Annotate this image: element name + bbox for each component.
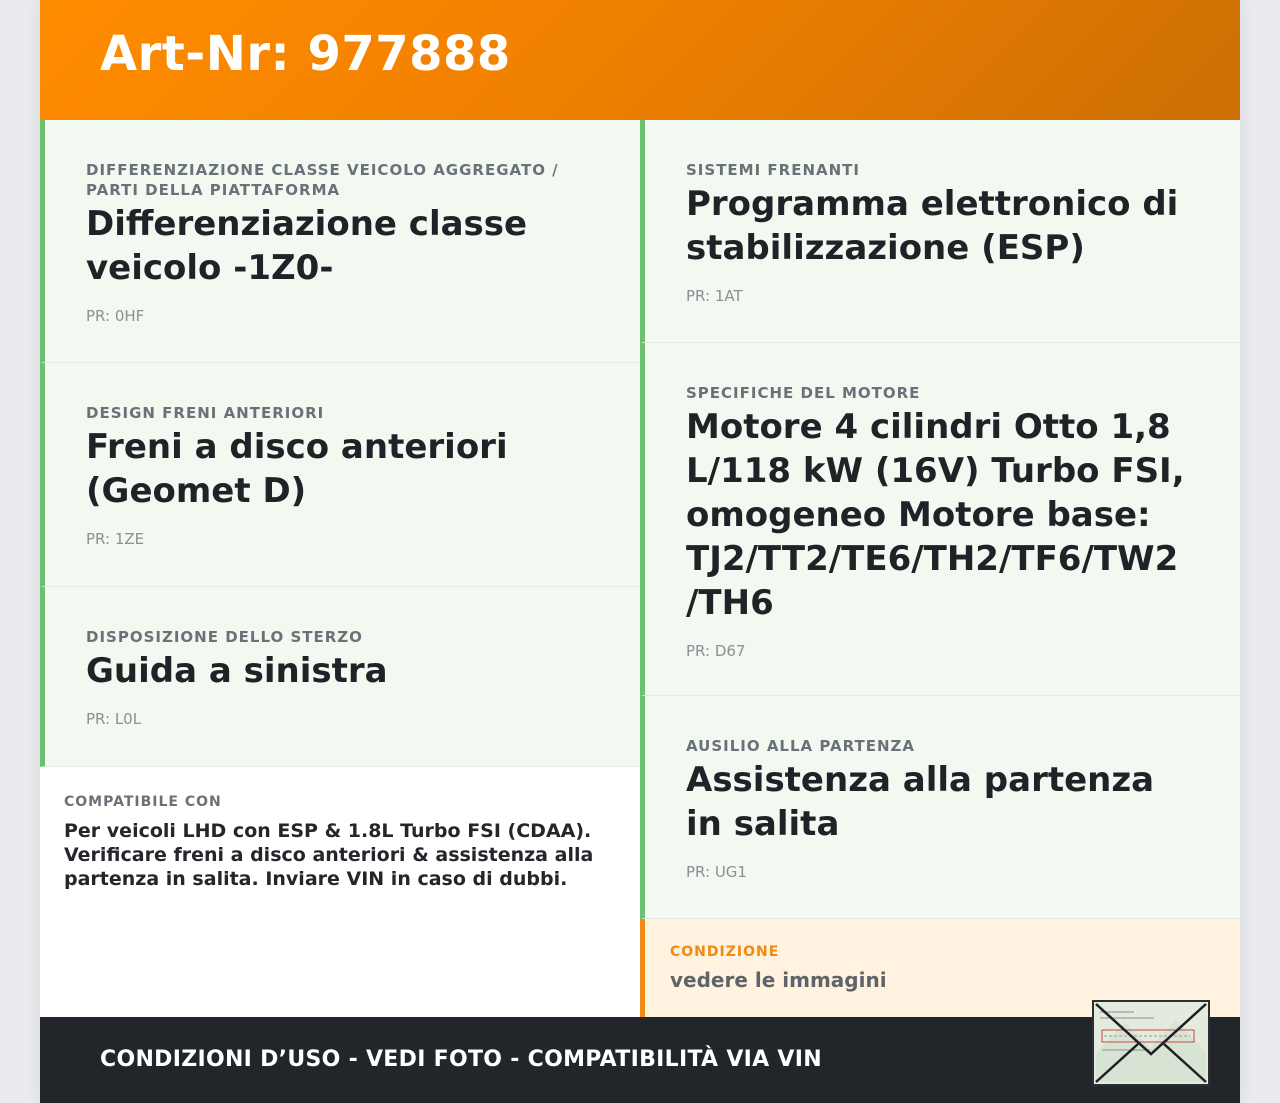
- spec-title: Programma elettronico di stabilizzazione (ESP): [686, 184, 1179, 268]
- spec-pr-code: PR: 1ZE: [86, 530, 145, 548]
- envelope-thumbnail-icon[interactable]: [1092, 1000, 1210, 1086]
- condition-text: vedere le immagini: [670, 968, 887, 992]
- header-banner: [40, 0, 1240, 120]
- spec-title: Motore 4 cilindri Otto 1,8 L/118 kW (16V) Turbo FSI, omogeneo Motore base: TJ2/TT2/TE6/TH2/TF6/TW2 /TH6: [686, 407, 1185, 623]
- spec-card-brake-systems: [640, 120, 1240, 343]
- footer-bar: [40, 1017, 1240, 1103]
- spec-label: DISPOSIZIONE DELLO STERZO: [86, 628, 363, 646]
- spec-title: Differenziazione classe veicolo -1Z0-: [86, 204, 528, 288]
- spec-pr-code: PR: D67: [686, 642, 746, 660]
- spec-label: SISTEMI FRENANTI: [686, 161, 860, 179]
- spec-title: Assistenza alla partenza in salita: [686, 760, 1155, 844]
- article-number-title: Art-Nr: 977888: [100, 26, 511, 82]
- spec-pr-code: PR: L0L: [86, 710, 142, 728]
- compatibility-text: Per veicoli LHD con ESP & 1.8L Turbo FSI (CDAA). Verificare freni a disco anteriori & assistenza alla partenza in salita. Inviare VIN in caso di dubbi.: [64, 820, 594, 890]
- product-sheet: [40, 0, 1240, 1103]
- spec-label: SPECIFICHE DEL MOTORE: [686, 384, 921, 402]
- spec-card-engine: [640, 343, 1240, 696]
- spec-title: Guida a sinistra: [86, 651, 388, 691]
- spec-card-steering: [40, 587, 640, 767]
- spec-card-hill-start: [640, 696, 1240, 919]
- envelope-icon: [1094, 1002, 1208, 1084]
- spec-label: DIFFERENZIAZIONE CLASSE VEICOLO AGGREGATO / PARTI DELLA PIATTAFORMA: [86, 161, 559, 199]
- spec-label: AUSILIO ALLA PARTENZA: [686, 737, 916, 755]
- spec-card-front-brakes: [40, 363, 640, 587]
- compatibility-box: [40, 767, 640, 1017]
- footer-text: CONDIZIONI D’USO - VEDI FOTO - COMPATIBILITÀ VIA VIN: [100, 1047, 822, 1072]
- spec-label: DESIGN FRENI ANTERIORI: [86, 404, 325, 422]
- spec-title: Freni a disco anteriori (Geomet D): [86, 427, 508, 511]
- condition-label: CONDIZIONE: [670, 944, 780, 960]
- spec-pr-code: PR: 0HF: [86, 307, 145, 325]
- spec-pr-code: PR: 1AT: [686, 287, 743, 305]
- compatibility-label: COMPATIBILE CON: [64, 794, 222, 810]
- spec-card-vehicle-class: [40, 120, 640, 363]
- spec-pr-code: PR: UG1: [686, 863, 747, 881]
